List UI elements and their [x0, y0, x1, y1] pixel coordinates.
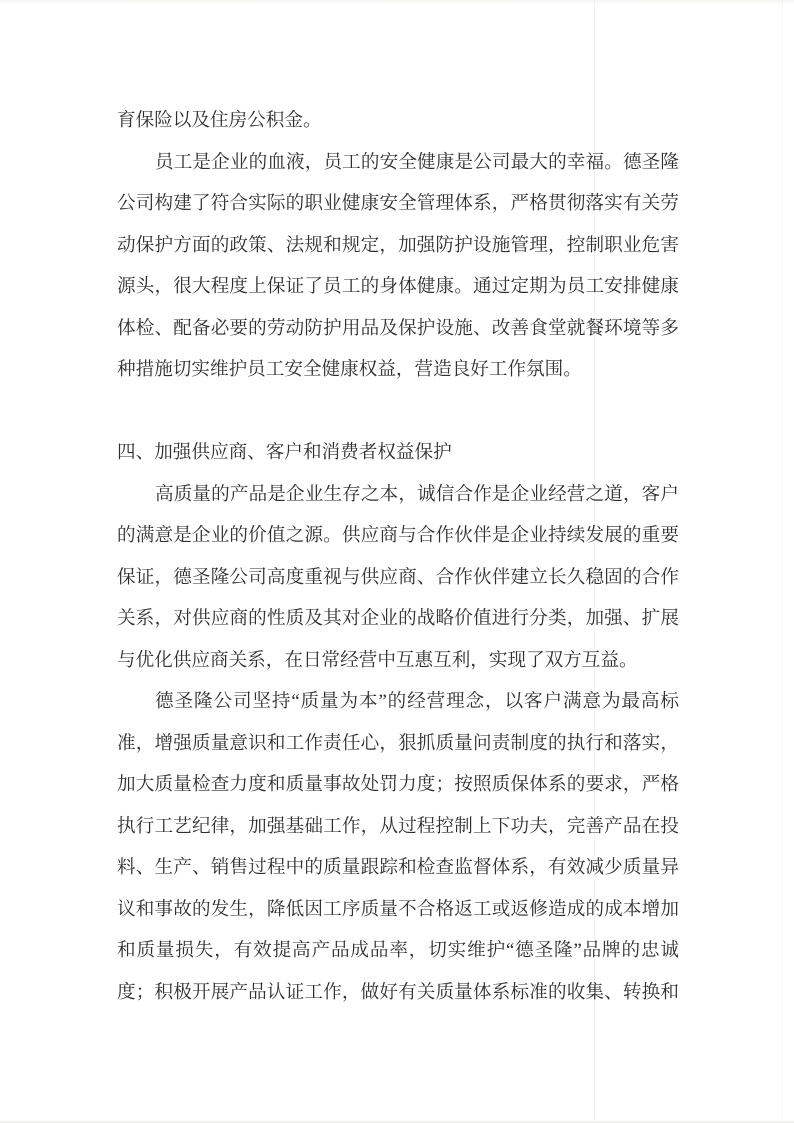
text-line: 公司构建了符合实际的职业健康安全管理体系，严格贯彻落实有关劳: [117, 193, 679, 214]
text-line: 体检、配备必要的劳动防护用品及保护设施、改善食堂就餐环境等多: [117, 317, 679, 339]
document-body-text: [117, 100, 679, 1013]
text-line: 和质量损失，有效提高产品成品率，切实维护“德圣隆”品牌的忠诚: [117, 940, 679, 961]
text-line: 关系，对供应商的性质及其对企业的战略价值进行分类，加强、扩展: [117, 608, 679, 629]
text-line: 准，增强质量意识和工作责任心，狠抓质量问责制度的执行和落实，: [117, 732, 679, 754]
text-line: 员工是企业的血液，员工的安全健康是公司最大的幸福。德圣隆: [155, 151, 679, 173]
text-line: 执行工艺纪律，加强基础工作，从过程控制上下功夫，完善产品在投: [117, 815, 679, 837]
scan-artifact-line: [782, 0, 783, 1123]
text-line: 度；积极开展产品认证工作，做好有关质量体系标准的收集、转换和: [117, 981, 679, 1003]
text-line: 加大质量检查力度和质量事故处罚力度；按照质保体系的要求，严格: [117, 774, 679, 795]
text-line: 保证，德圣隆公司高度重视与供应商、合作伙伴建立长久稳固的合作: [117, 566, 679, 588]
text-line: 动保护方面的政策、法规和规定，加强防护设施管理，控制职业危害: [117, 234, 679, 256]
text-line: 高质量的产品是企业生存之本，诚信合作是企业经营之道，客户: [155, 483, 679, 505]
text-line: 种措施切实维护员工安全健康权益，营造良好工作氛围。: [117, 359, 582, 380]
text-line: 育保险以及住房公积金。: [117, 110, 322, 131]
text-line: 料、生产、销售过程中的质量跟踪和检查监督体系，有效减少质量异: [117, 857, 679, 878]
text-line: 议和事故的发生，降低因工序质量不合格返工或返修造成的成本增加: [117, 898, 679, 920]
section-heading-line: 四、加强供应商、客户和消费者权益保护: [117, 442, 452, 463]
text-line: 的满意是企业的价值之源。供应商与合作伙伴是企业持续发展的重要: [117, 525, 679, 546]
blank-line: [117, 391, 679, 433]
text-line: 源头，很大程度上保证了员工的身体健康。通过定期为员工安排健康: [117, 276, 679, 297]
text-line: 与优化供应商关系，在日常经营中互惠互利，实现了双方互益。: [117, 649, 638, 671]
scan-edge-artifact-top: [0, 0, 794, 4]
text-line: 德圣隆公司坚持“质量为本”的经营理念，以客户满意为最高标: [155, 691, 679, 712]
